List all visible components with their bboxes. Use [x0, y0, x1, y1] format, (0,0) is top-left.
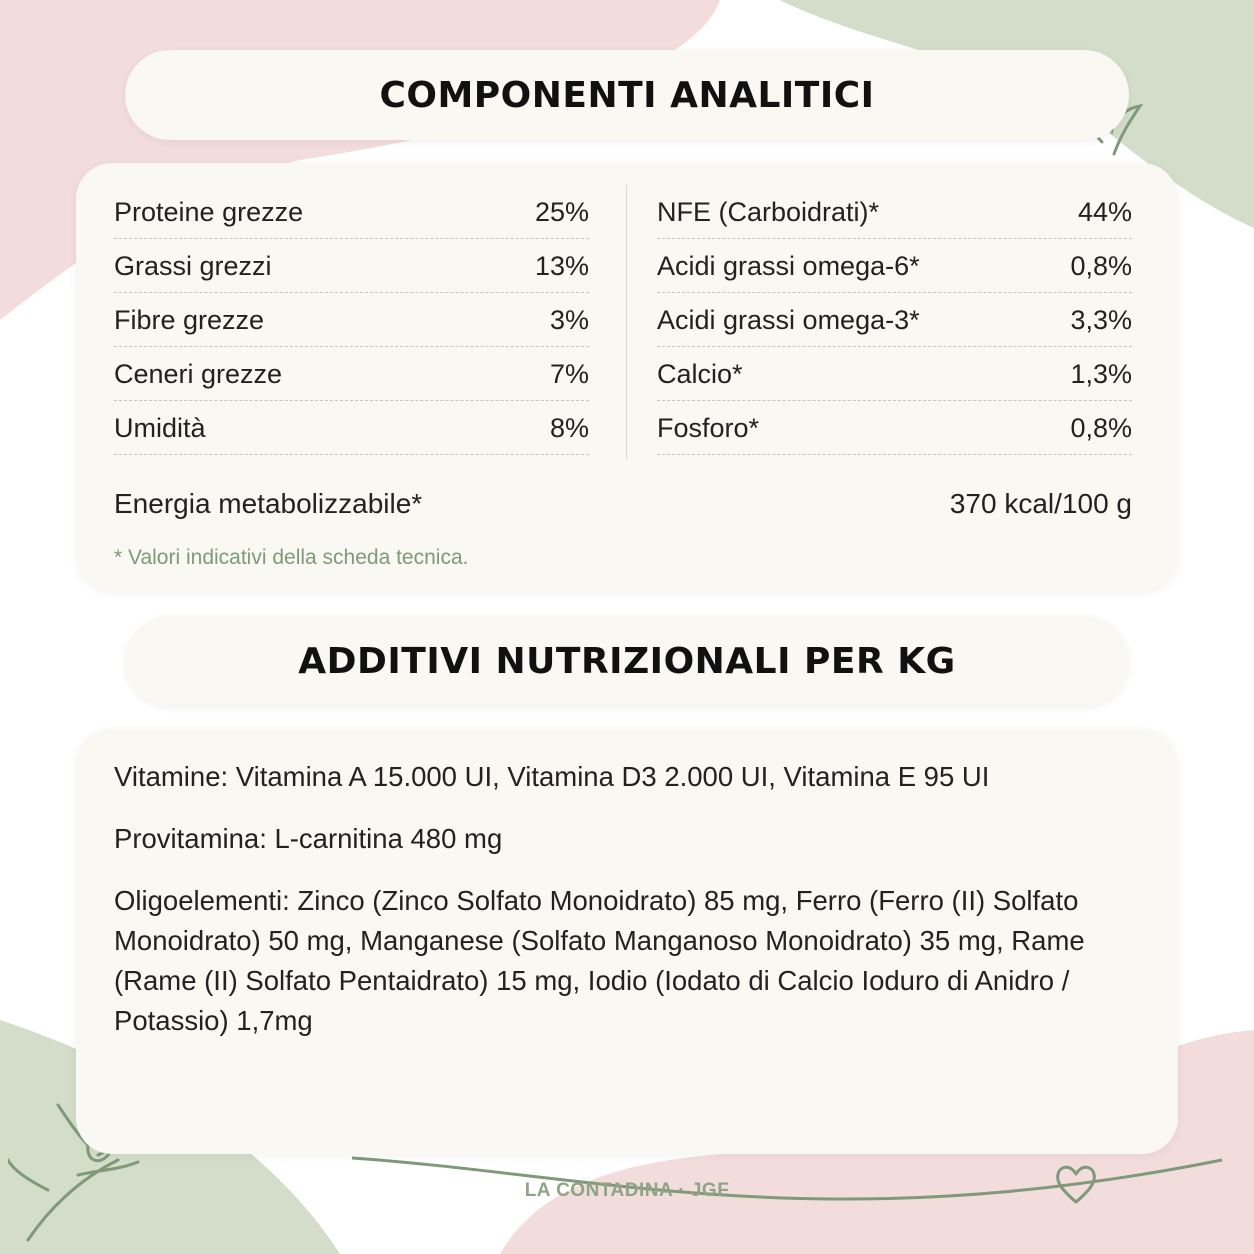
- energy-row: [114, 488, 1132, 520]
- footnote: * Valori indicativi della scheda tecnica.: [114, 546, 469, 569]
- additives-text: [114, 757, 1118, 1063]
- table-row: [657, 347, 1132, 401]
- row-value: 0,8%: [1070, 251, 1132, 281]
- row-label: Ceneri grezze: [114, 359, 283, 389]
- row-label: Calcio*: [657, 359, 743, 389]
- left-column: [114, 185, 589, 455]
- row-label: Acidi grassi omega-3*: [657, 305, 920, 335]
- table-row: [114, 401, 589, 455]
- row-label: Fibre grezze: [114, 305, 265, 335]
- row-value: 0,8%: [1070, 413, 1132, 443]
- table-row: [114, 293, 589, 347]
- row-label: Acidi grassi omega-6*: [657, 251, 920, 281]
- section2-header: [125, 616, 1129, 706]
- provitamin-paragraph: Provitamina: L-carnitina 480 mg: [114, 823, 503, 854]
- row-label: Grassi grezzi: [114, 251, 272, 281]
- section1-header: [125, 50, 1129, 140]
- energy-value: 370 kcal/100 g: [949, 488, 1132, 519]
- row-label: Fosforo*: [657, 413, 760, 443]
- analytical-components-card: [76, 163, 1178, 591]
- table-row: [657, 239, 1132, 293]
- table-row: [657, 293, 1132, 347]
- row-label: Proteine grezze: [114, 197, 304, 227]
- row-value: 3%: [549, 305, 589, 335]
- row-value: 7%: [549, 359, 589, 389]
- row-value: 13%: [534, 251, 589, 281]
- column-divider: [626, 185, 627, 460]
- section2-title: ADDITIVI NUTRIZIONALI PER KG: [298, 640, 956, 682]
- table-row: [114, 239, 589, 293]
- energy-label: Energia metabolizzabile*: [114, 488, 423, 519]
- row-value: 3,3%: [1070, 305, 1132, 335]
- vitamins-paragraph: Vitamine: Vitamina A 15.000 UI, Vitamina D3 2.000 UI, Vitamina E 95 UI: [114, 761, 990, 792]
- row-value: 8%: [549, 413, 589, 443]
- row-value: 25%: [534, 197, 589, 227]
- trace-elements-paragraph: Oligoelementi: Zinco (Zinco Solfato Monoidrato) 85 mg, Ferro (Ferro (II) Solfato Monoidrato) 50 mg, Manganese (Solfato Manganoso Monoidrato) 35 mg, Rame (Rame (II) Solfato Pentaidrato) 15 mg, Iodio (Iodato di Calcio Ioduro di Anidro / Potassio) 1,7mg: [114, 885, 1085, 1036]
- table-row: [114, 185, 589, 239]
- row-value: 44%: [1077, 197, 1132, 227]
- row-value: 1,3%: [1070, 359, 1132, 389]
- table-row: [657, 185, 1132, 239]
- right-column: [657, 185, 1132, 455]
- table-row: [114, 347, 589, 401]
- nutritional-additives-card: [76, 729, 1178, 1154]
- table-row: [657, 401, 1132, 455]
- brand-footer: LA CONTADINA · JGF: [524, 1180, 730, 1201]
- row-label: Umidità: [114, 413, 206, 443]
- row-label: NFE (Carboidrati)*: [657, 197, 880, 227]
- section1-title: COMPONENTI ANALITICI: [379, 74, 875, 116]
